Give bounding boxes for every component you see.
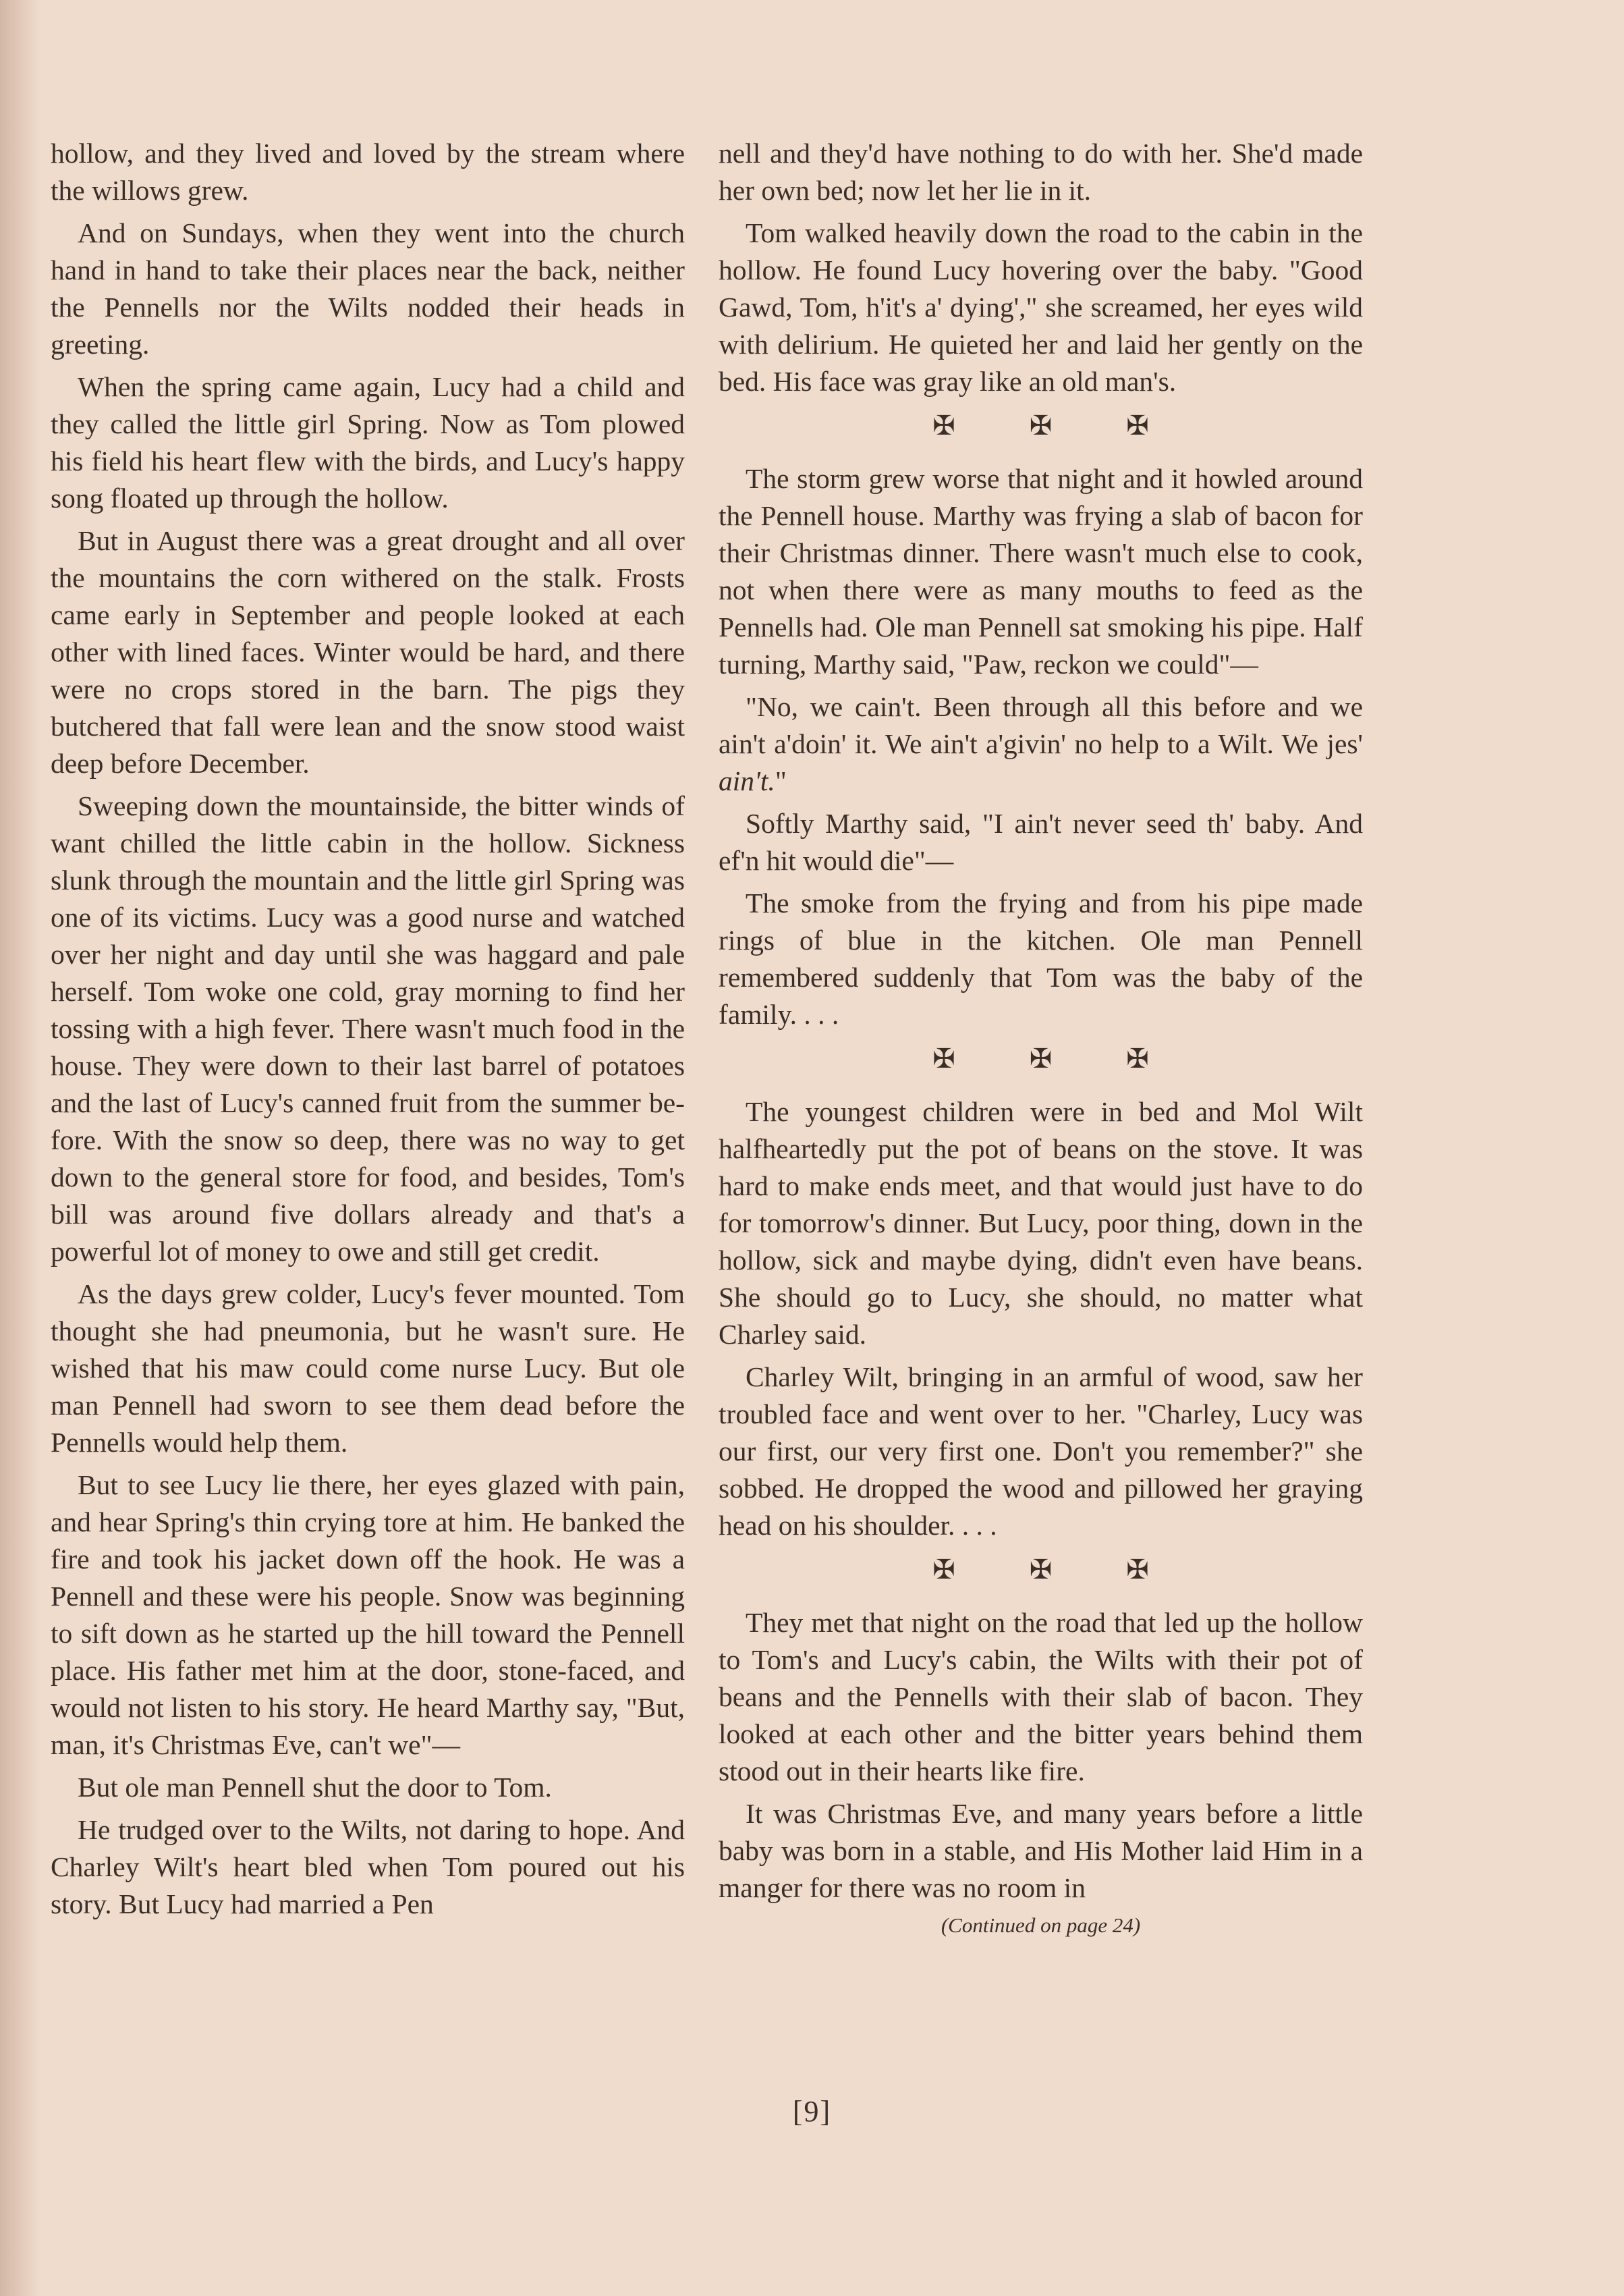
paragraph: He trudged over to the Wilts, not daring to hope. And Charley Wilt's heart bled when Tom poured out his story. But Lucy had married a Pen [51,1814,685,1919]
paragraph: Charley Wilt, bringing in an armful of wood, saw her troubled face and went over to her. "Charley, Lucy was our first, our very first one. Don't you remember?" she sobbed. He dropped the wood and pillowed her graying head on his shoulder. . . . [719,1361,1363,1541]
paragraph: nell and they'd have nothing to do with her. She'd made her own bed; now let her lie in it. [719,138,1363,206]
paragraph: Softly Marthy said, "I ain't never seed th' baby. And ef'n hit would die"— [719,808,1363,876]
paragraph: The smoke from the frying and from his pipe made rings of blue in the kitchen. Ole man Pennell remembered suddenly that Tom was the baby of the family. . . . [719,887,1363,1030]
page-number: [9] [792,2095,832,2128]
paragraph: But ole man Pennell shut the door to Tom. [78,1772,552,1803]
quote-close: " [775,765,787,796]
paragraph: And on Sundays, when they went into the church hand in hand to take their places near the back, neither the Pennells nor the Wilts nodded their heads in greeting. [51,217,685,360]
paragraph: As the days grew colder, Lucy's fever mounted. Tom thought she had pneumonia, but he wasn't sure. He wished that his maw could come nurse Lucy. But ole man Pennell had sworn to see them dead before the Pennells would help them. [51,1278,685,1458]
paragraph: But in August there was a great drought and all over the mountains the corn withered on the stalk. Frosts came early in September and people looked at each other with lined faces. Winter would be hard, and there were no crops stored in the barn. The pigs they butchered that fall were lean and the snow stood waist deep before December. [51,525,685,779]
paragraph: The storm grew worse that night and it howled around the Pennell house. Marthy was frying a slab of bacon for their Christmas dinner. There wasn't much else to cook, not when there were as many mouths to feed as the Pennells had. Ole man Pennell sat smoking his pipe. Half turning, Marthy said, "Paw, reckon we could"— [719,463,1363,680]
paragraph: Tom walked heavily down the road to the cabin in the hollow. He found Lucy hovering over the baby. "Good Gawd, Tom, h'it's a' dying'," she screamed, her eyes wild with delirium. He quieted her and laid her gently on the bed. His face was gray like an old man's. [719,217,1363,397]
paragraph: The youngest children were in bed and Mol Wilt halfheartedly put the pot of beans on the stove. It was hard to make ends meet, and that would just have to do for tomorrow's dinner. But Lucy, poor thing, down in the hollow, sick and maybe dying, didn't even have beans. She should go to Lucy, she should, no matter what Charley said. [719,1096,1363,1350]
section-break-ornament: ✠ ✠ ✠ [932,1043,1183,1074]
continued-note: (Continued on page 24) [941,1913,1141,1937]
paragraph: hollow, and they lived and loved by the stream where the willows grew. [51,138,685,206]
paragraph: Sweeping down the mountainside, the bitter winds of want chilled the little cabin in the hollow. Sickness slunk through the mountain and the little girl Spring was one of its victims. Lucy was a good nurse and watched over her night and day until she was haggard and pale herself. Tom woke one cold, gray morning to find her tossing with a high fever. There wasn't much food in the house. They were down to their last barrel of potatoes and the last of Lucy's canned fruit from the summer before. With the snow so deep, there was no way to get down to the general store for food, and besides, Tom's bill was around five dollars already and that's a powerful lot of money to owe and still get credit. [51,790,685,1267]
paragraph: It was Christmas Eve, and many years before a little baby was born in a stable, and His Mother laid Him in a manger for there was no room in [719,1798,1363,1903]
section-break-ornament: ✠ ✠ ✠ [932,410,1183,441]
paragraph: They met that night on the road that led up the hollow to Tom's and Lucy's cabin, the Wilts with their pot of beans and the Pennells with their slab of bacon. They looked at each other and the bitter years behind them stood out in their hearts like fire. [719,1607,1363,1786]
left-column [51,135,685,1928]
paragraph: But to see Lucy lie there, her eyes glazed with pain, and hear Spring's thin crying tore at him. He banked the fire and took his jacket down off the hook. He was a Pennell and these were his people. Snow was beginning to sift down as he started up the hill toward the Pennell place. His father met him at the door, stone-faced, and would not listen to his story. He heard Marthy say, "But, man, it's Christmas Eve, can't we"— [51,1469,685,1760]
paragraph: When the spring came again, Lucy had a child and they called the little girl Spring. Now as Tom plowed his field his heart flew with the birds, and Lucy's happy song floated up through the hollow. [51,371,685,514]
right-column [719,135,1363,1939]
section-break-ornament: ✠ ✠ ✠ [932,1554,1183,1585]
quote-text: "No, we cain't. Been through all this before and we ain't a'doin' it. We ain't a'givin' no help to a Wilt. We jes' [719,691,1363,759]
page-edge-shadow [0,0,40,2296]
quote-italic: ain't. [719,765,775,796]
paragraph [719,688,1363,800]
